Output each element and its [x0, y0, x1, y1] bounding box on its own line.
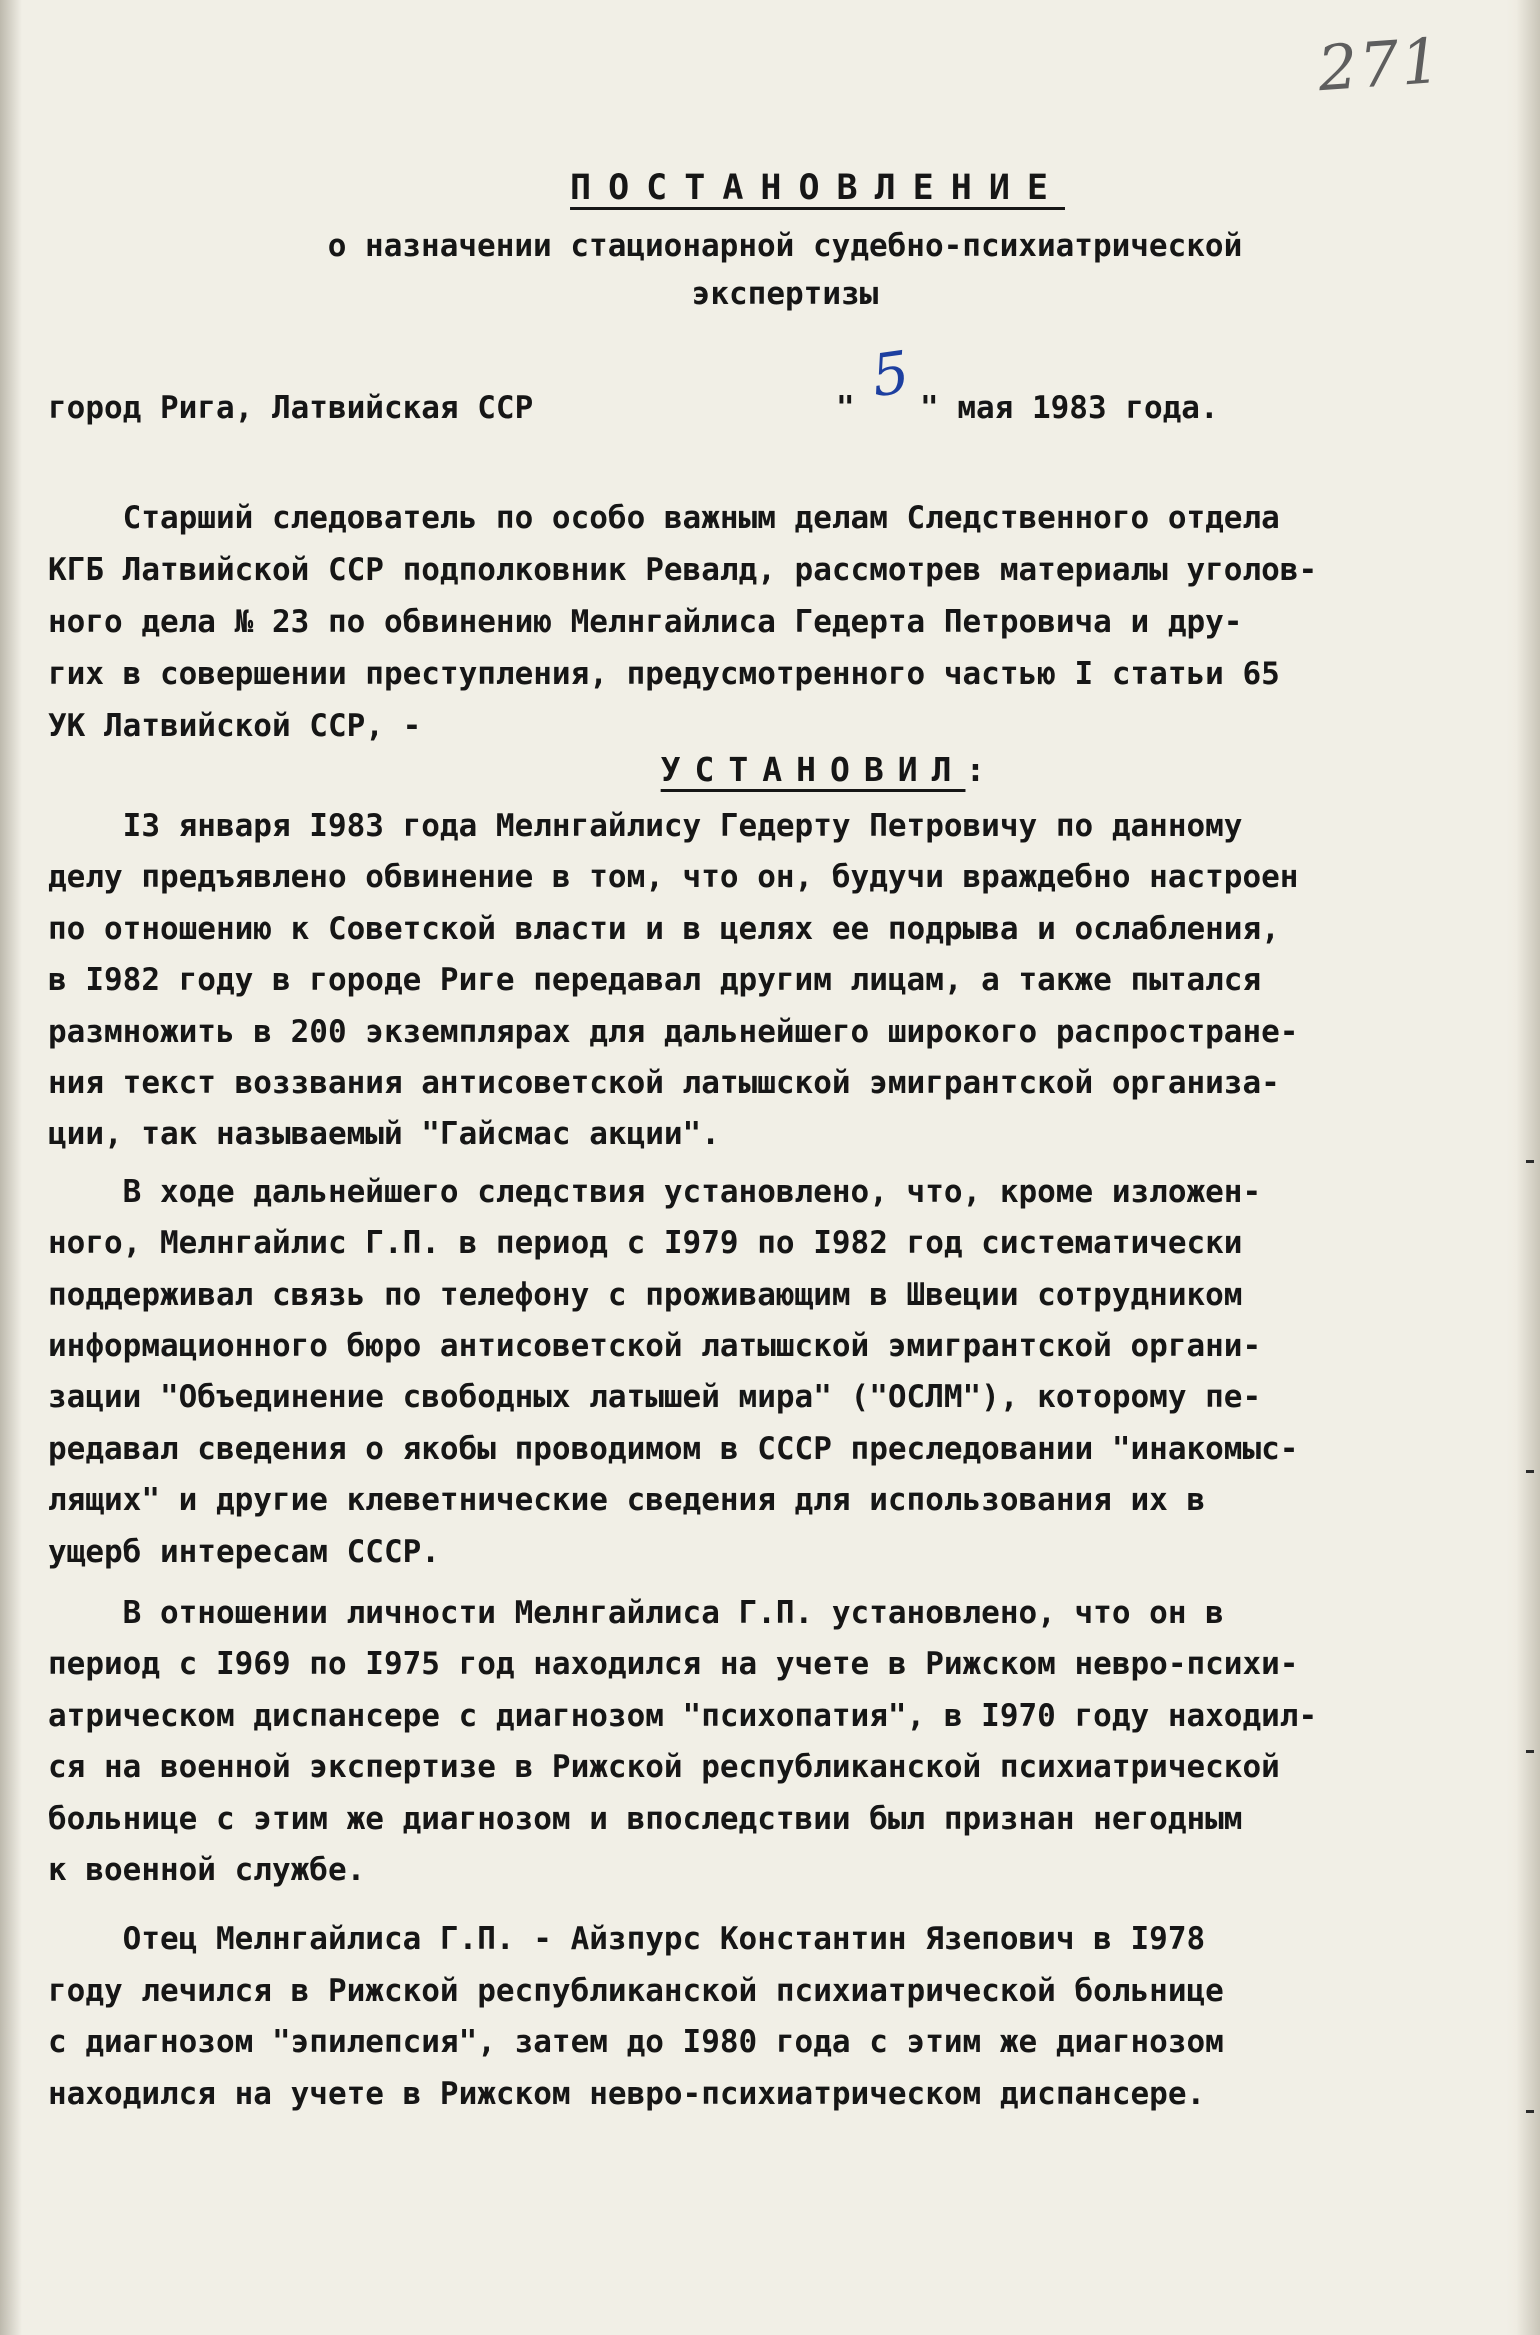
established-heading-colon: : [965, 750, 1000, 789]
body-line: период с I969 по I975 год находился на учете в Рижском невро-психи- [48, 1646, 1299, 1682]
intro-line: УК Латвийской ССР, - [48, 708, 422, 744]
edge-mark [1526, 1750, 1534, 1753]
body-line: В отношении личности Мелнгайлиса Г.П. установлено, что он в [48, 1595, 1224, 1631]
intro-line: КГБ Латвийской ССР подполковник Ревалд, рассмотрев материалы уголов- [48, 552, 1318, 588]
date-day-handwritten: 5 [867, 337, 914, 411]
body-line: к военной службе. [48, 1852, 366, 1888]
established-heading-text: УСТАНОВИЛ [660, 750, 966, 789]
body-line: Отец Мелнгайлиса Г.П. - Айзпурс Константин Язепович в I978 [48, 1921, 1206, 1957]
body-line: информационного бюро антисоветской латышской эмигрантской органи- [48, 1328, 1262, 1364]
page-right-edge [1506, 0, 1540, 2335]
established-heading [0, 750, 1540, 789]
body-line: В ходе дальнейшего следствия установлено, что, кроме изложен- [48, 1174, 1262, 1210]
document-subtitle-line: экспертизы [691, 276, 879, 312]
body-line: находился на учете в Рижском невро-психиатрическом диспансере. [48, 2076, 1206, 2112]
body-line: с диагнозом "эпилепсия", затем до I980 года с этим же диагнозом [48, 2024, 1224, 2060]
body-line: по отношению к Советской власти и в целях ее подрыва и ослабления, [48, 911, 1280, 947]
date-rest: " мая 1983 года. [920, 390, 1219, 426]
edge-mark [1526, 1470, 1534, 1473]
body-line: размножить в 200 экземплярах для дальнейшего широкого распростране- [48, 1014, 1299, 1050]
intro-line: ного дела № 23 по обвинению Мелнгайлиса Гедерта Петровича и дру- [48, 604, 1243, 640]
edge-mark [1526, 2110, 1534, 2113]
place-label: город Рига, Латвийская ССР [48, 390, 534, 426]
body-line: редавал сведения о якобы проводимом в СССР преследовании "инакомыс- [48, 1431, 1299, 1467]
body-line: I3 января I983 года Мелнгайлису Гедерту Петровичу по данному [48, 808, 1243, 844]
body-line: в I982 году в городе Риге передавал другим лицам, а также пытался [48, 962, 1262, 998]
body-line: ния текст воззвания антисоветской латышской эмигрантской организа- [48, 1065, 1280, 1101]
document-subtitle-line: о назначении стационарной судебно-психиатрической [327, 228, 1243, 264]
edge-mark [1526, 1160, 1534, 1163]
body-line: зации "Объединение свободных латышей мира" ("ОСЛМ"), которому пе- [48, 1379, 1262, 1415]
body-line: ся на военной экспертизе в Рижской республиканской психиатрической [48, 1749, 1280, 1785]
body-line: поддерживал связь по телефону с проживающим в Швеции сотрудником [48, 1277, 1243, 1313]
body-line: атрическом диспансере с диагнозом "психопатия", в I970 году находил- [48, 1698, 1318, 1734]
body-line: ного, Мелнгайлис Г.П. в период с I979 по I982 год систематически [48, 1225, 1243, 1261]
date-quote-open: " [836, 390, 855, 426]
intro-line: гих в совершении преступления, предусмотренного частью I статьи 65 [48, 656, 1280, 692]
body-line: ущерб интересам СССР. [48, 1534, 440, 1570]
body-line: лящих" и другие клеветнические сведения для использования их в [48, 1482, 1206, 1518]
body-line: делу предъявлено обвинение в том, что он, будучи враждебно настроен [48, 859, 1299, 895]
body-line: больнице с этим же диагнозом и впоследствии был признан негодным [48, 1801, 1243, 1837]
folio-number: 271 [1315, 23, 1445, 106]
body-line: ции, так называемый "Гайсмас акции". [48, 1116, 720, 1152]
document-title: ПОСТАНОВЛЕНИЕ [570, 168, 1065, 208]
body-line: году лечился в Рижской республиканской психиатрической больнице [48, 1973, 1224, 2009]
page-left-shadow [0, 0, 22, 2335]
intro-line: Старший следователь по особо важным делам Следственного отдела [48, 500, 1280, 536]
